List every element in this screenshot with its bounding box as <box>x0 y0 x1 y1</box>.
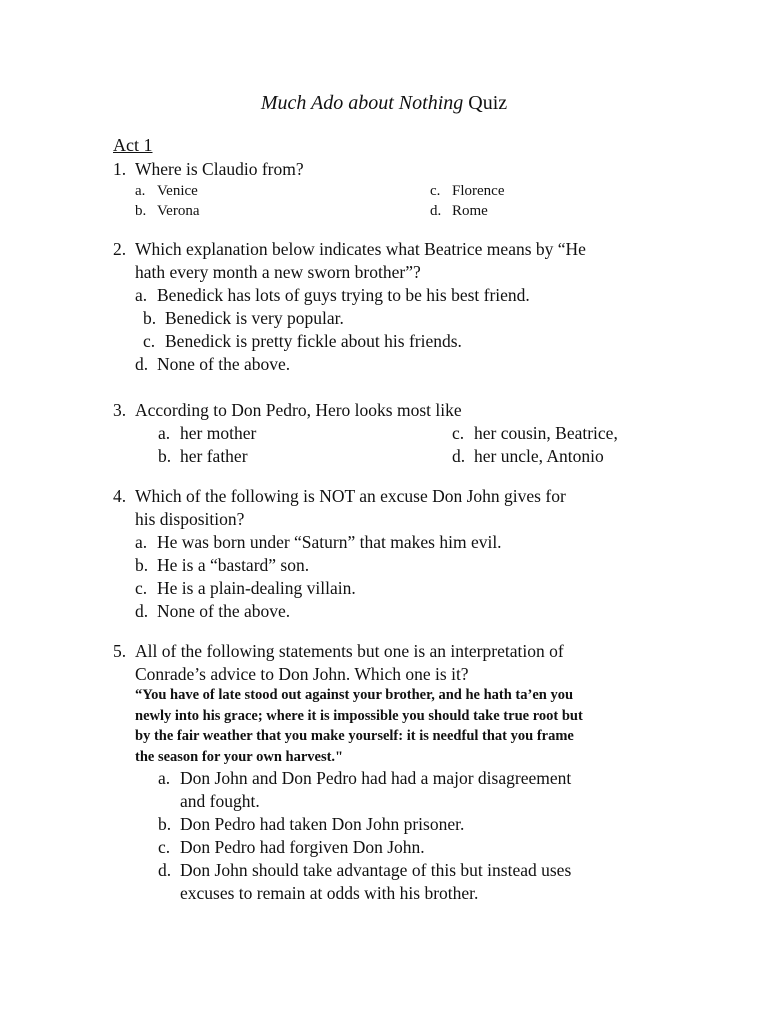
question-1 <box>113 158 304 181</box>
question-text: According to Don Pedro, Hero looks most like <box>135 400 462 420</box>
question-number: 1. <box>113 159 127 179</box>
q2-option-d: d. None of the above. <box>135 354 291 374</box>
q2-option-c: c. Benedick is pretty fickle about his friends. <box>143 331 462 351</box>
question-2 <box>113 238 586 284</box>
question-number: 3. <box>113 400 127 420</box>
q1-option-d: d. Rome <box>430 203 488 219</box>
q3-option-d: d. her uncle, Antonio <box>452 446 604 466</box>
q5-option-b: b. Don Pedro had taken Don John prisoner. <box>158 814 465 834</box>
question-number: 4. <box>113 486 127 506</box>
question-4 <box>113 485 566 531</box>
q1-option-a: a. Venice <box>135 183 198 199</box>
block-quote: “You have of late stood out against your brother, and he hath ta’en you newly into his grace; where it is impossible you should take true root but by the fair weather that you make yourself: it is needful that you frame the season for your own harvest." <box>135 687 583 765</box>
q2-option-b: b. Benedick is very popular. <box>143 308 344 328</box>
q4-option-d: d. None of the above. <box>135 601 291 621</box>
q1-option-c: c. Florence <box>430 183 505 199</box>
title-rest: Quiz <box>463 92 508 114</box>
question-text-line1: Which explanation below indicates what Beatrice means by “He <box>135 239 586 259</box>
question-3 <box>113 399 462 422</box>
question-text: Where is Claudio from? <box>135 159 304 179</box>
q4-option-b: b. He is a “bastard” son. <box>135 555 310 575</box>
question-5 <box>113 640 564 686</box>
question-number: 2. <box>113 239 127 259</box>
question-text-line1: Which of the following is NOT an excuse Don John gives for <box>135 486 566 506</box>
q5-option-c: c. Don Pedro had forgiven Don John. <box>158 837 425 857</box>
q4-option-c: c. He is a plain-dealing villain. <box>135 578 356 598</box>
question-text-line2: Conrade’s advice to Don John. Which one is it? <box>135 664 469 684</box>
page-title <box>0 92 768 115</box>
q3-option-b: b. her father <box>158 446 248 466</box>
q5-option-a: a. Don John and Don Pedro had had a major disagreement and fought. <box>158 768 572 811</box>
question-number: 5. <box>113 641 127 661</box>
q1-option-b: b. Verona <box>135 203 200 219</box>
q2-option-a: a. Benedick has lots of guys trying to be his best friend. <box>135 285 530 305</box>
act-heading: Act 1 <box>113 135 153 155</box>
q5-option-d: d. Don John should take advantage of this but instead uses excuses to remain at odds with his brother. <box>158 860 572 903</box>
q4-option-a: a. He was born under “Saturn” that makes him evil. <box>135 532 502 552</box>
title-italic: Much Ado about Nothing <box>260 92 464 114</box>
question-text-line2: hath every month a new sworn brother”? <box>135 262 421 282</box>
q3-option-c: c. her cousin, Beatrice, <box>452 423 618 443</box>
q3-option-a: a. her mother <box>158 423 257 443</box>
question-text-line1: All of the following statements but one is an interpretation of <box>135 641 564 661</box>
question-text-line2: his disposition? <box>135 509 245 529</box>
